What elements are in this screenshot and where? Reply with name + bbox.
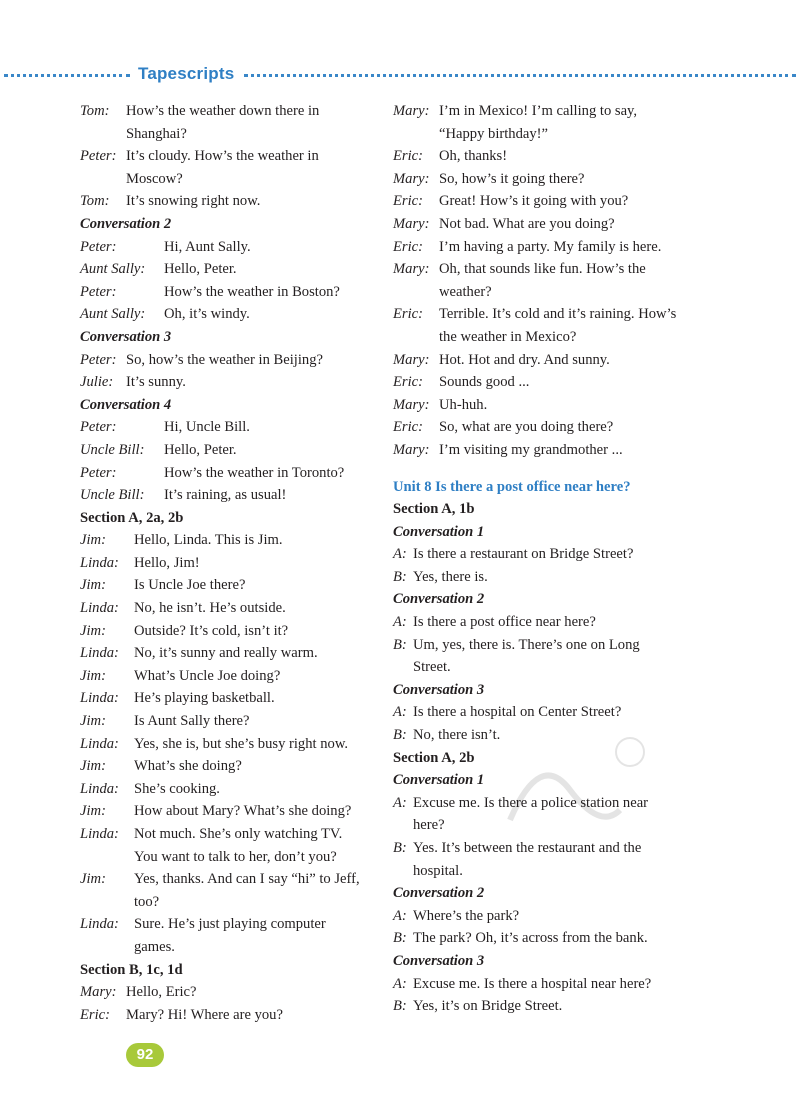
speaker-label: A: [393, 614, 407, 631]
dialogue-line [80, 733, 376, 756]
speaker-label: B: [393, 568, 407, 585]
speaker-label: Jim: [80, 622, 106, 639]
header-dotted-rule-left [4, 74, 130, 77]
dialogue-text: She’s cooking. [134, 780, 220, 797]
dialogue-line [80, 552, 376, 575]
speaker-label: Tom: [80, 193, 110, 210]
speaker-label: Mary: [393, 441, 430, 458]
dialogue-text: Not bad. What are you doing? [439, 215, 615, 232]
dialogue-line [80, 190, 376, 213]
dialogue-text: Sounds good ... [439, 374, 530, 391]
dialogue-line [80, 620, 376, 643]
speaker-label: Linda: [80, 735, 119, 752]
dialogue-text: “Happy birthday!” [439, 125, 549, 142]
dialogue-line [393, 860, 693, 883]
dialogue-line [80, 123, 376, 146]
dialogue-text: How’s the weather down there in [126, 103, 320, 119]
section-heading: Section A, 2a, 2b [80, 509, 184, 526]
dialogue-text: Not much. She’s only watching TV. [134, 826, 343, 842]
speaker-label: Peter: [80, 238, 117, 255]
dialogue-line [393, 349, 693, 372]
unit-title-row [393, 476, 693, 499]
speaker-label: A: [393, 546, 407, 563]
dialogue-line [393, 258, 693, 281]
dialogue-line [80, 755, 376, 778]
dialogue-text: Excuse me. Is there a hospital near here? [413, 975, 652, 992]
conversation-heading: Conversation 2 [393, 591, 485, 608]
section-heading: Section B, 1c, 1d [80, 961, 183, 978]
page-header [0, 64, 800, 88]
page-number: 92 [126, 1043, 164, 1067]
dialogue-line [80, 484, 376, 507]
speaker-label: Peter: [80, 351, 117, 368]
dialogue-text: Great! How’s it going with you? [439, 193, 629, 210]
dialogue-text: Hello, Peter. [164, 441, 237, 458]
conversation-heading: Conversation 4 [80, 396, 172, 413]
header-title: Tapescripts [138, 64, 235, 83]
speaker-label: Linda: [80, 826, 119, 842]
dialogue-text: It’s raining, as usual! [164, 487, 287, 504]
dialogue-line [80, 416, 376, 439]
speaker-label: A: [393, 794, 407, 811]
dialogue-text: Terrible. It’s cold and it’s raining. How’s [439, 306, 677, 323]
left-column [80, 100, 376, 1026]
dialogue-line [393, 168, 693, 191]
dialogue-line [80, 236, 376, 259]
dialogue-line [393, 281, 693, 304]
dialogue-text: Hi, Uncle Bill. [164, 419, 250, 436]
speaker-label: B: [393, 840, 407, 856]
conversation-heading: Conversation 3 [393, 952, 485, 969]
dialogue-line [393, 213, 693, 236]
dialogue-line [80, 529, 376, 552]
dialogue-text: weather? [439, 283, 492, 300]
header-dotted-rule-right [244, 74, 796, 77]
dialogue-text: So, how’s the weather in Beijing? [126, 351, 323, 368]
section-heading-row [80, 507, 376, 530]
dialogue-text: Hello, Jim! [134, 554, 200, 571]
speaker-label: A: [393, 975, 407, 992]
dialogue-line [393, 439, 693, 462]
speaker-label: Linda: [80, 554, 119, 571]
conversation-heading-row [80, 394, 376, 417]
dialogue-line [80, 981, 376, 1004]
dialogue-line [393, 927, 693, 950]
dialogue-line [80, 687, 376, 710]
dialogue-text: Where’s the park? [413, 907, 520, 924]
speaker-label: Peter: [80, 419, 117, 436]
speaker-label: Mary: [393, 261, 430, 278]
dialogue-text: Yes, thanks. And can I say “hi” to Jeff, [134, 871, 360, 888]
dialogue-text: How’s the weather in Boston? [164, 283, 340, 300]
dialogue-text: So, how’s it going there? [439, 170, 585, 187]
speaker-label: Mary: [393, 215, 430, 232]
conversation-heading: Conversation 2 [80, 215, 172, 232]
dialogue-line [393, 145, 693, 168]
speaker-label: Mary: [393, 351, 430, 368]
conversation-heading: Conversation 3 [393, 681, 485, 698]
dialogue-text: Yes, there is. [413, 568, 488, 585]
dialogue-line [393, 394, 693, 417]
dialogue-text: You want to talk to her, don’t you? [134, 848, 337, 865]
dialogue-line [80, 597, 376, 620]
speaker-label: B: [393, 727, 407, 744]
speaker-label: Jim: [80, 667, 106, 684]
speaker-label: Peter: [80, 283, 117, 300]
dialogue-line [80, 642, 376, 665]
dialogue-line [393, 190, 693, 213]
conversation-heading: Conversation 2 [393, 885, 485, 902]
dialogue-text: Hello, Eric? [126, 984, 197, 1001]
dialogue-line [393, 416, 693, 439]
speaker-label: Eric: [393, 419, 423, 436]
conversation-heading-row [393, 950, 693, 973]
dialogue-line [393, 634, 693, 657]
speaker-label: Aunt Sally: [80, 306, 146, 323]
speaker-label: Jim: [80, 532, 106, 549]
dialogue-text: What’s Uncle Joe doing? [134, 667, 281, 684]
dialogue-text: Mary? Hi! Where are you? [126, 1006, 283, 1023]
dialogue-text: Is there a hospital on Center Street? [413, 704, 622, 721]
dialogue-line [393, 701, 693, 724]
dialogue-text: I’m having a party. My family is here. [439, 238, 662, 255]
dialogue-line [393, 905, 693, 928]
speaker-label: Peter: [80, 148, 117, 165]
dialogue-line [80, 846, 376, 869]
dialogue-line [393, 236, 693, 259]
dialogue-text: The park? Oh, it’s across from the bank. [413, 930, 648, 947]
speaker-label: Mary: [393, 170, 430, 187]
conversation-heading: Conversation 1 [393, 523, 485, 540]
dialogue-line [80, 710, 376, 733]
dialogue-text: the weather in Mexico? [439, 328, 577, 345]
dialogue-text: Yes, she is, but she’s busy right now. [134, 735, 349, 752]
dialogue-text: I’m visiting my grandmother ... [439, 441, 623, 458]
dialogue-text: Yes. It’s between the restaurant and the [413, 840, 642, 856]
dialogue-line [393, 837, 693, 860]
dialogue-line [80, 281, 376, 304]
dialogue-line [393, 566, 693, 589]
dialogue-text: It’s cloudy. How’s the weather in [126, 148, 319, 165]
dialogue-text: It’s sunny. [126, 374, 186, 391]
dialogue-text: No, he isn’t. He’s outside. [134, 600, 286, 617]
speaker-label: Eric: [393, 374, 423, 391]
dialogue-text: I’m in Mexico! I’m calling to say, [439, 103, 638, 119]
dialogue-text: How’s the weather in Toronto? [164, 464, 345, 481]
dialogue-text: Street. [413, 659, 451, 676]
dialogue-line [80, 868, 376, 891]
dialogue-line [393, 123, 693, 146]
dialogue-line [393, 100, 693, 123]
dialogue-line [80, 574, 376, 597]
dialogue-line [80, 800, 376, 823]
dialogue-text: Is Uncle Joe there? [134, 577, 246, 594]
dialogue-line [80, 100, 376, 123]
speaker-label: Uncle Bill: [80, 441, 145, 458]
speaker-label: Uncle Bill: [80, 487, 145, 504]
dialogue-line [393, 995, 693, 1018]
dialogue-line [393, 611, 693, 634]
speaker-label: Linda: [80, 690, 119, 707]
section-heading-row [80, 959, 376, 982]
dialogue-text: Um, yes, there is. There’s one on Long [413, 636, 640, 653]
dialogue-text: hospital. [413, 862, 463, 879]
speaker-label: Peter: [80, 464, 117, 481]
dialogue-line [80, 891, 376, 914]
unit-title: Unit 8 Is there a post office near here? [393, 478, 631, 495]
speaker-label: Jim: [80, 577, 106, 594]
dialogue-line [80, 665, 376, 688]
dialogue-line [80, 1004, 376, 1027]
speaker-label: A: [393, 907, 407, 924]
dialogue-line [80, 168, 376, 191]
conversation-heading: Conversation 3 [80, 328, 172, 345]
speaker-label: B: [393, 930, 407, 947]
dialogue-text: How about Mary? What’s she doing? [134, 803, 352, 820]
spacer [393, 462, 693, 476]
dialogue-line [80, 439, 376, 462]
dialogue-text: Moscow? [126, 170, 183, 187]
speaker-label: Tom: [80, 103, 110, 119]
dialogue-text: Hello, Peter. [164, 261, 237, 278]
dialogue-line [80, 462, 376, 485]
speaker-label: Jim: [80, 871, 106, 888]
dialogue-line [80, 778, 376, 801]
dialogue-text: Excuse me. Is there a police station near [413, 794, 649, 811]
dialogue-line [393, 303, 693, 326]
dialogue-line [80, 258, 376, 281]
dialogue-line [393, 326, 693, 349]
speaker-label: Jim: [80, 803, 106, 820]
speaker-label: Mary: [80, 984, 117, 1001]
dialogue-text: too? [134, 893, 160, 910]
dialogue-text: Outside? It’s cold, isn’t it? [134, 622, 289, 639]
speaker-label: B: [393, 636, 407, 653]
conversation-heading-row [393, 679, 693, 702]
dialogue-text: Hi, Aunt Sally. [164, 238, 251, 255]
conversation-heading-row [393, 882, 693, 905]
dialogue-text: It’s snowing right now. [126, 193, 261, 210]
speaker-label: A: [393, 704, 407, 721]
dialogue-text: He’s playing basketball. [134, 690, 275, 707]
dialogue-line [80, 349, 376, 372]
dialogue-line [80, 823, 376, 846]
dialogue-line [80, 913, 376, 936]
dialogue-text: Shanghai? [126, 125, 187, 142]
dialogue-text: here? [413, 817, 445, 834]
speaker-label: B: [393, 998, 407, 1015]
section-heading: Section A, 2b [393, 749, 475, 766]
speaker-label: Eric: [393, 306, 423, 323]
speaker-label: Eric: [393, 148, 423, 165]
dialogue-line [80, 303, 376, 326]
speaker-label: Linda: [80, 916, 119, 933]
dialogue-text: What’s she doing? [134, 758, 242, 775]
dialogue-text: So, what are you doing there? [439, 419, 614, 436]
section-heading-row [393, 498, 693, 521]
dialogue-text: Yes, it’s on Bridge Street. [413, 998, 563, 1015]
dialogue-text: Oh, thanks! [439, 148, 508, 165]
dialogue-line [393, 371, 693, 394]
dialogue-line [393, 543, 693, 566]
dialogue-text: Is there a restaurant on Bridge Street? [413, 546, 634, 563]
dialogue-text: No, it’s sunny and really warm. [134, 645, 318, 662]
speaker-label: Aunt Sally: [80, 261, 146, 278]
dialogue-line [393, 973, 693, 996]
dialogue-text: games. [134, 938, 175, 955]
dialogue-text: Oh, that sounds like fun. How’s the [439, 261, 646, 278]
dialogue-text: Sure. He’s just playing computer [134, 916, 326, 933]
dialogue-text: Uh-huh. [439, 396, 488, 413]
speaker-label: Linda: [80, 600, 119, 617]
right-column [393, 100, 693, 1018]
speaker-label: Mary: [393, 396, 430, 413]
dialogue-text: Hot. Hot and dry. And sunny. [439, 351, 610, 368]
conversation-heading-row [393, 588, 693, 611]
section-heading: Section A, 1b [393, 501, 475, 518]
conversation-heading-row [80, 326, 376, 349]
dialogue-line [393, 656, 693, 679]
dialogue-text: Is Aunt Sally there? [134, 713, 250, 730]
dialogue-text: Hello, Linda. This is Jim. [134, 532, 283, 549]
conversation-heading-row [393, 521, 693, 544]
speaker-label: Eric: [393, 193, 423, 210]
dialogue-line [80, 371, 376, 394]
speaker-label: Jim: [80, 758, 106, 775]
dialogue-text: Is there a post office near here? [413, 614, 596, 631]
conversation-heading: Conversation 1 [393, 772, 485, 789]
dialogue-text: Oh, it’s windy. [164, 306, 250, 323]
publisher-watermark-icon [500, 730, 650, 840]
speaker-label: Eric: [80, 1006, 110, 1023]
speaker-label: Julie: [80, 374, 114, 391]
speaker-label: Linda: [80, 780, 119, 797]
dialogue-text: No, there isn’t. [413, 727, 501, 744]
conversation-heading-row [80, 213, 376, 236]
speaker-label: Jim: [80, 713, 106, 730]
speaker-label: Eric: [393, 238, 423, 255]
dialogue-line [80, 145, 376, 168]
speaker-label: Linda: [80, 645, 119, 662]
dialogue-line [80, 936, 376, 959]
speaker-label: Mary: [393, 103, 430, 119]
